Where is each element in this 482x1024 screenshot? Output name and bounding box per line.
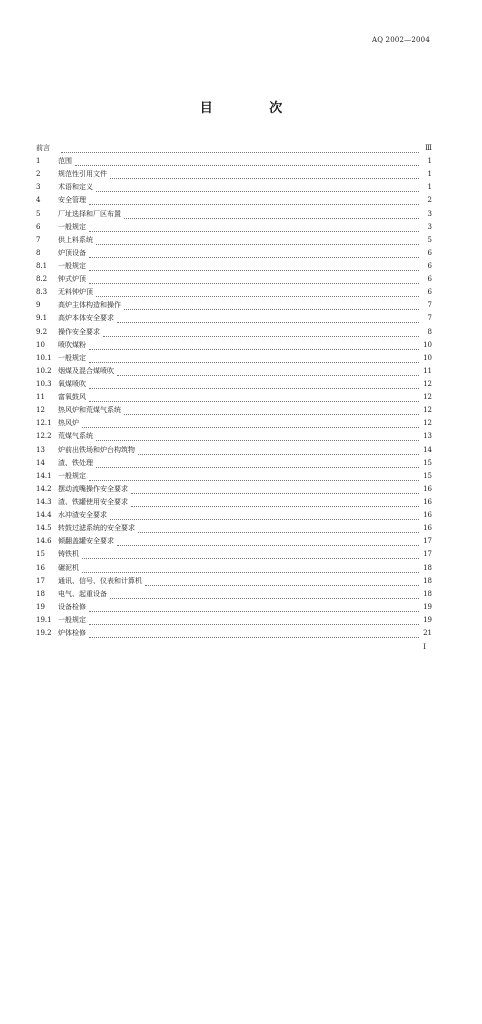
toc-entry-page: 14 bbox=[423, 445, 432, 454]
toc-entry-page: 17 bbox=[423, 537, 432, 546]
toc-entry-page: Ⅲ bbox=[425, 144, 432, 152]
toc-entry-label: 倾翻盖罐安全要求 bbox=[58, 537, 114, 546]
toc-entry-page: 12 bbox=[423, 419, 432, 428]
toc-entry-number: 3 bbox=[36, 183, 41, 192]
toc-entry-number: 10 bbox=[36, 340, 45, 349]
toc-entry-label: 无料钟炉顶 bbox=[58, 288, 93, 297]
toc-entry-page: 7 bbox=[427, 314, 432, 323]
toc-entry-page: 10 bbox=[423, 340, 432, 349]
toc-leader-dots bbox=[103, 328, 419, 337]
toc-entry-page: 12 bbox=[423, 393, 432, 402]
toc-leader-dots bbox=[124, 406, 419, 415]
toc-leader-dots bbox=[89, 354, 419, 363]
toc-entry bbox=[36, 548, 432, 561]
toc-leader-dots bbox=[110, 511, 419, 520]
toc-entry-number: 18 bbox=[36, 589, 45, 598]
toc-entry-label: 富氧鼓风 bbox=[58, 393, 86, 402]
toc-leader-dots bbox=[89, 472, 419, 481]
toc-entry-page: 2 bbox=[427, 196, 432, 205]
toc-leader-dots bbox=[96, 432, 419, 441]
toc-leader-dots bbox=[124, 210, 419, 219]
toc-entry-number: 14.6 bbox=[36, 537, 52, 546]
toc-entry-page: 6 bbox=[427, 275, 432, 284]
toc-leader-dots bbox=[117, 314, 419, 323]
toc-entry-label: 铸铁机 bbox=[58, 550, 79, 559]
toc-entry bbox=[36, 470, 432, 483]
toc-entry-label: 通讯、信号、仪表和计算机 bbox=[58, 576, 142, 585]
toc-entry-page: 17 bbox=[423, 550, 432, 559]
toc-leader-dots bbox=[82, 564, 419, 573]
toc-entry-page: 10 bbox=[423, 353, 432, 362]
toc-entry-page: 12 bbox=[423, 379, 432, 388]
toc-leader-dots bbox=[117, 367, 419, 376]
toc-leader-dots bbox=[89, 223, 419, 232]
toc-entry-label: 一般规定 bbox=[58, 353, 86, 362]
toc-leader-dots bbox=[145, 577, 419, 586]
toc-entry-number: 8 bbox=[36, 248, 41, 257]
toc-entry-page: 6 bbox=[427, 288, 432, 297]
toc-entry-number: 10.1 bbox=[36, 353, 52, 362]
toc-entry-label: 喷吹煤粉 bbox=[58, 340, 86, 349]
toc-entry-label: 渣、铁罐使用安全要求 bbox=[58, 497, 128, 506]
toc-leader-dots bbox=[110, 590, 419, 599]
toc-entry-label: 范围 bbox=[58, 157, 72, 166]
toc-entry-number: 17 bbox=[36, 576, 45, 585]
toc-entry-page: 12 bbox=[423, 406, 432, 415]
toc-entry-label: 高炉主体构造和操作 bbox=[58, 301, 121, 310]
toc-entry-label: 一般规定 bbox=[58, 261, 86, 270]
toc-entry-label: 操作安全要求 bbox=[58, 327, 100, 336]
toc-entry-label: 钟式炉顶 bbox=[58, 275, 86, 284]
toc-entry bbox=[36, 575, 432, 588]
toc-entry-page: 13 bbox=[423, 432, 432, 441]
toc-entry-number: 7 bbox=[36, 235, 41, 244]
toc-entry-number: 14 bbox=[36, 458, 45, 467]
toc-entry-page: 11 bbox=[423, 366, 432, 375]
toc-entry bbox=[36, 417, 432, 430]
toc-leader-dots bbox=[96, 288, 419, 297]
toc-leader-dots bbox=[82, 550, 419, 559]
toc-entry bbox=[36, 247, 432, 260]
toc-entry-label: 氧煤喷吹 bbox=[58, 379, 86, 388]
page-number: I bbox=[423, 643, 426, 651]
toc-entry-page: 19 bbox=[423, 602, 432, 611]
toc-entry-label: 渣、铁处理 bbox=[58, 458, 93, 467]
toc-entry-page: 19 bbox=[423, 615, 432, 624]
toc-leader-dots bbox=[89, 196, 419, 205]
toc-entry-page: 18 bbox=[423, 589, 432, 598]
toc-leader-dots bbox=[96, 236, 419, 245]
toc-leader-dots bbox=[131, 485, 419, 494]
toc-entry-label: 电气、起重设备 bbox=[58, 589, 107, 598]
toc-entry-number: 前言 bbox=[36, 144, 50, 152]
toc-entry-label: 荒煤气系统 bbox=[58, 432, 93, 441]
toc-entry bbox=[36, 457, 432, 470]
toc-entry-page: 21 bbox=[423, 629, 432, 638]
toc-entry-label: 炉顶设备 bbox=[58, 248, 86, 257]
toc-entry-label: 一般规定 bbox=[58, 615, 86, 624]
toc-entry-number: 8.1 bbox=[36, 261, 48, 270]
toc-leader-dots bbox=[61, 144, 419, 153]
toc-entry-label: 热风炉和荒煤气系统 bbox=[58, 406, 121, 415]
toc-entry bbox=[36, 535, 432, 548]
toc-entry-number: 10.2 bbox=[36, 366, 52, 375]
toc-entry-page: 7 bbox=[427, 301, 432, 310]
toc-entry bbox=[36, 430, 432, 443]
toc-entry bbox=[36, 562, 432, 575]
toc-entry-label: 碾泥机 bbox=[58, 563, 79, 572]
toc-entry bbox=[36, 404, 432, 417]
toc-entry-page: 18 bbox=[423, 576, 432, 585]
toc-entry-number: 10.3 bbox=[36, 379, 52, 388]
toc-entry-number: 11 bbox=[36, 393, 45, 402]
toc-entry-number: 19 bbox=[36, 602, 45, 611]
toc-entry bbox=[36, 260, 432, 273]
toc-leader-dots bbox=[138, 524, 419, 533]
toc-entry bbox=[36, 588, 432, 601]
toc-entry bbox=[36, 168, 432, 181]
toc-entry-page: 16 bbox=[423, 511, 432, 520]
toc-leader-dots bbox=[89, 275, 419, 284]
toc-entry-number: 13 bbox=[36, 445, 45, 454]
toc-title: 目 次 bbox=[199, 101, 309, 116]
toc-entry-label: 水冲渣安全要求 bbox=[58, 511, 107, 520]
toc-leader-dots bbox=[89, 629, 419, 638]
toc-entry-label: 厂址选择和厂区布置 bbox=[58, 209, 121, 218]
toc-entry bbox=[36, 273, 432, 286]
toc-entry-number: 14.3 bbox=[36, 497, 52, 506]
toc-entry bbox=[36, 483, 432, 496]
toc-entry-label: 安全管理 bbox=[58, 196, 86, 205]
toc-entry-page: 16 bbox=[423, 497, 432, 506]
toc-entry-page: 16 bbox=[423, 484, 432, 493]
toc-entry-number: 14.2 bbox=[36, 484, 52, 493]
toc-entry-number: 2 bbox=[36, 170, 41, 179]
toc-leader-dots bbox=[89, 380, 419, 389]
toc-leader-dots bbox=[75, 157, 419, 166]
toc-leader-dots bbox=[89, 616, 419, 625]
toc-leader-dots bbox=[89, 262, 419, 271]
toc-entry-number: 6 bbox=[36, 222, 41, 231]
toc-entry-page: 3 bbox=[427, 209, 432, 218]
toc-leader-dots bbox=[96, 459, 419, 468]
toc-entry-page: 1 bbox=[427, 183, 432, 192]
toc-leader-dots bbox=[89, 249, 419, 258]
toc-entry-number: 14.4 bbox=[36, 511, 52, 520]
toc-entry-number: 19.2 bbox=[36, 629, 52, 638]
toc-entry bbox=[36, 234, 432, 247]
toc-leader-dots bbox=[89, 341, 419, 350]
toc-entry-number: 16 bbox=[36, 563, 45, 572]
toc-entry-label: 热风炉 bbox=[58, 419, 79, 428]
toc-leader-dots bbox=[82, 419, 419, 428]
toc-leader-dots bbox=[117, 537, 419, 546]
toc-entry-number: 8.2 bbox=[36, 275, 48, 284]
toc-entry bbox=[36, 391, 432, 404]
toc-entry bbox=[36, 496, 432, 509]
toc-entry-label: 一般规定 bbox=[58, 222, 86, 231]
toc-entry-number: 12.1 bbox=[36, 419, 52, 428]
toc-entry-label: 转鼓过滤系统的安全要求 bbox=[58, 524, 135, 533]
toc-entry-page: 15 bbox=[423, 471, 432, 480]
toc-entry bbox=[36, 326, 432, 339]
toc-entry-number: 12 bbox=[36, 406, 45, 415]
toc-entry-number: 15 bbox=[36, 550, 45, 559]
toc-entry-number: 9.1 bbox=[36, 314, 48, 323]
toc-entry-number: 9.2 bbox=[36, 327, 48, 336]
toc-entry-page: 1 bbox=[427, 170, 432, 179]
toc-entry bbox=[36, 509, 432, 522]
toc-entry-page: 18 bbox=[423, 563, 432, 572]
toc-entry-label: 供上料系统 bbox=[58, 235, 93, 244]
toc-leader-dots bbox=[138, 446, 419, 455]
toc-entry bbox=[36, 339, 432, 352]
toc-entry-label: 高炉本体安全要求 bbox=[58, 314, 114, 323]
toc-entry-label: 摆动流嘴操作安全要求 bbox=[58, 484, 128, 493]
toc-leader-dots bbox=[89, 603, 419, 612]
toc-entry-number: 19.1 bbox=[36, 615, 52, 624]
toc-entry bbox=[36, 208, 432, 221]
toc-entry-label: 术语和定义 bbox=[58, 183, 93, 192]
toc-entry-label: 一般规定 bbox=[58, 471, 86, 480]
toc-entry bbox=[36, 522, 432, 535]
toc-entry bbox=[36, 614, 432, 627]
toc-entry-number: 9 bbox=[36, 301, 41, 310]
toc-entry-number: 8.3 bbox=[36, 288, 48, 297]
toc-entry bbox=[36, 142, 432, 155]
toc-entry bbox=[36, 194, 432, 207]
toc-entry-page: 6 bbox=[427, 261, 432, 270]
toc-entry-label: 炉体检修 bbox=[58, 629, 86, 638]
toc-entry-label: 烟煤及混合煤喷吹 bbox=[58, 366, 114, 375]
toc-entry-number: 4 bbox=[36, 196, 41, 205]
toc-entry-number: 1 bbox=[36, 157, 41, 166]
toc-entry bbox=[36, 378, 432, 391]
standard-code: AQ 2002—2004 bbox=[371, 36, 430, 44]
toc-entry-label: 炉前出铁场和炉台构筑物 bbox=[58, 445, 135, 454]
toc-entry-label: 规范性引用文件 bbox=[58, 170, 107, 179]
toc-entry bbox=[36, 627, 432, 640]
toc-entry bbox=[36, 352, 432, 365]
toc-entry-page: 6 bbox=[427, 248, 432, 257]
toc-entry-page: 5 bbox=[427, 235, 432, 244]
toc-leader-dots bbox=[89, 393, 419, 402]
toc-entry-page: 8 bbox=[427, 327, 432, 336]
toc-leader-dots bbox=[96, 183, 419, 192]
toc-entry bbox=[36, 312, 432, 325]
toc-entry-page: 15 bbox=[423, 458, 432, 467]
toc-entry bbox=[36, 365, 432, 378]
toc-entry-number: 14.1 bbox=[36, 471, 52, 480]
toc-entry-label: 设备检修 bbox=[58, 602, 86, 611]
toc-entry bbox=[36, 444, 432, 457]
toc-entry bbox=[36, 221, 432, 234]
toc-entry-number: 14.5 bbox=[36, 524, 52, 533]
toc-entry-page: 1 bbox=[427, 157, 432, 166]
toc-leader-dots bbox=[124, 301, 419, 310]
toc-leader-dots bbox=[110, 170, 419, 179]
toc-entry-number: 5 bbox=[36, 209, 41, 218]
toc-entry bbox=[36, 299, 432, 312]
toc-entry bbox=[36, 181, 432, 194]
toc-leader-dots bbox=[131, 498, 419, 507]
toc-entry-page: 3 bbox=[427, 222, 432, 231]
table-of-contents bbox=[36, 142, 432, 640]
toc-entry-page: 16 bbox=[423, 524, 432, 533]
toc-entry bbox=[36, 155, 432, 168]
toc-entry bbox=[36, 286, 432, 299]
toc-entry-number: 12.2 bbox=[36, 432, 52, 441]
toc-entry bbox=[36, 601, 432, 614]
